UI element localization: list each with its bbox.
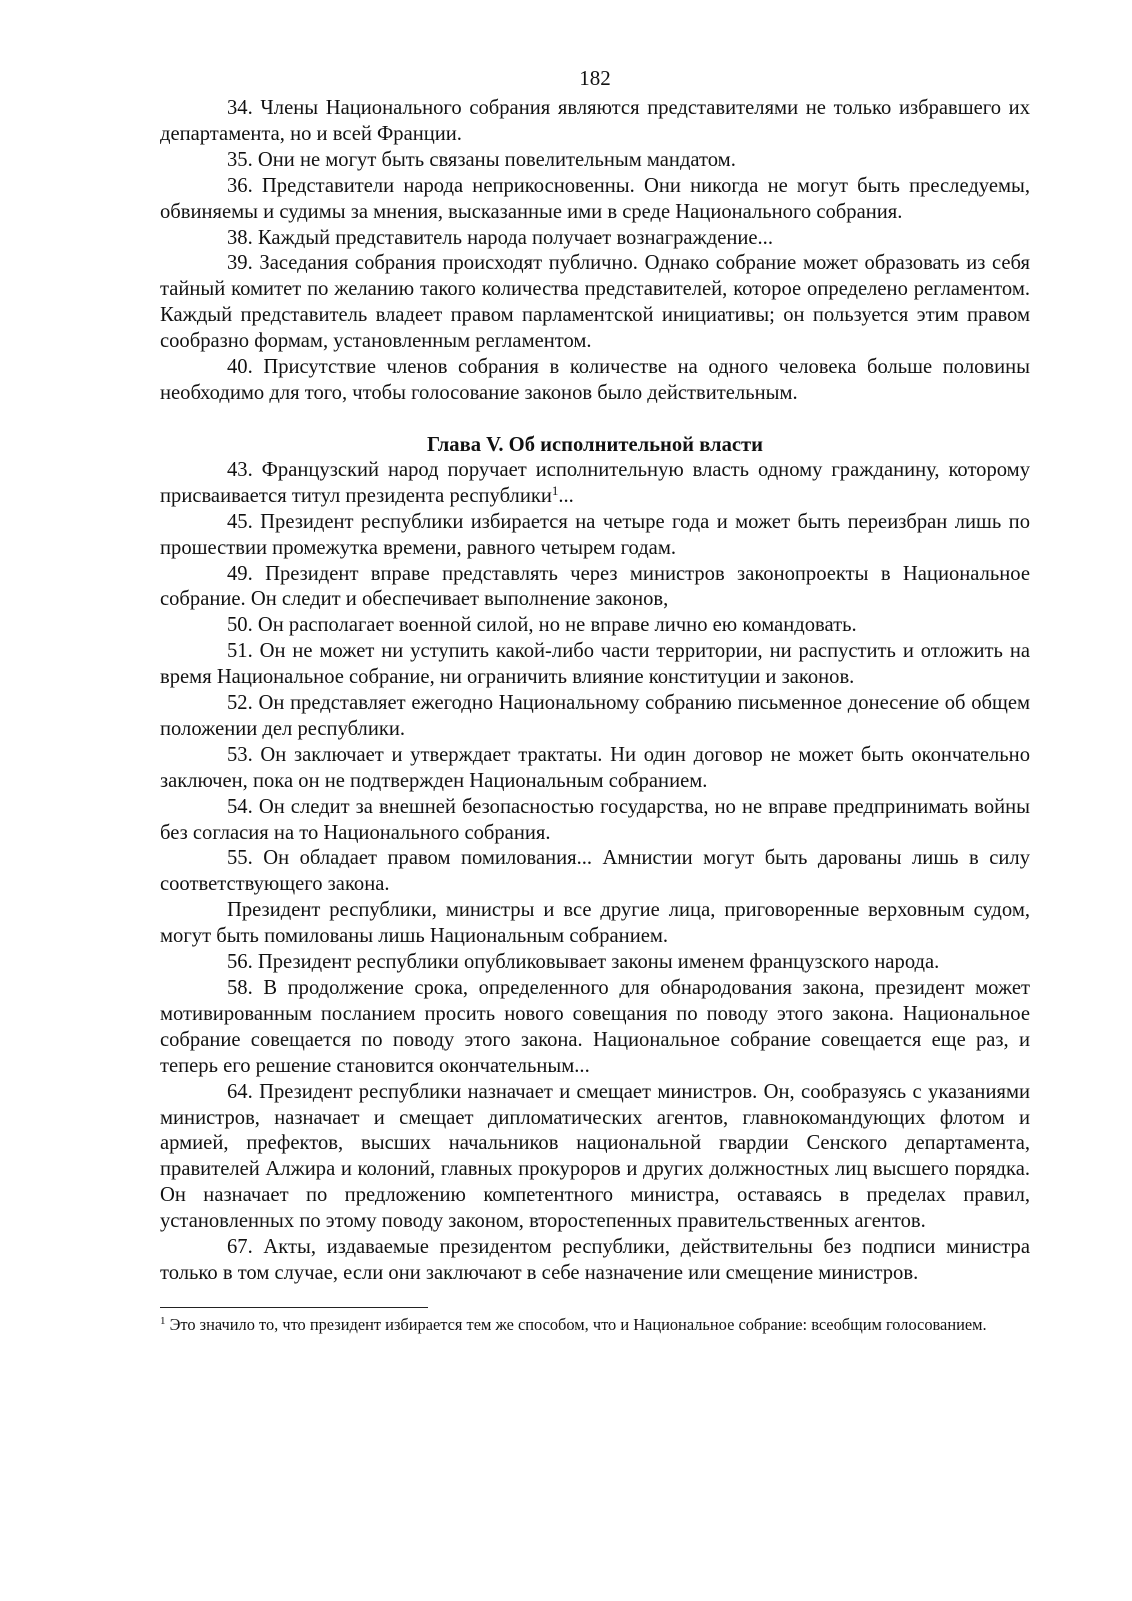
- article-50: 50. Он располагает военной силой, но не вправе лично ею командовать.: [227, 614, 857, 637]
- article-36: 36. Представители народа неприкосновенны. Они никогда не могут быть преследуемы, обвиняемы и судимы за мнения, высказанные ими в среде Национального собрания.: [160, 174, 1030, 223]
- article-55: 55. Он обладает правом помилования... Амнистии могут быть дарованы лишь в силу соответствующего закона.: [160, 847, 1030, 896]
- article-53: 53. Он заключает и утверждает трактаты. Ни один договор не может быть окончательно заключен, пока он не подтвержден Национальным собранием.: [160, 743, 1030, 792]
- page-number: 182: [579, 66, 611, 90]
- article-39: 39. Заседания собрания происходят публично. Однако собрание может образовать из себя тайный комитет по желанию такого количества представителей, которое определено регламентом. Каждый представитель владеет правом парламентской инициативы; он пользуется этим правом сообразно формам, установленным регламентом.: [160, 252, 1030, 353]
- article-54: 54. Он следит за внешней безопасностью государства, но не вправе предпринимать войны без согласия на то Национального собрания.: [160, 795, 1030, 844]
- article-67: 67. Акты, издаваемые президентом республики, действительны без подписи министра только в том случае, если они заключают в себе назначение или смещение министров.: [160, 1236, 1030, 1284]
- article-52: 52. Он представляет ежегодно Национальному собранию письменное донесение об общем положении дел республики.: [160, 692, 1030, 740]
- article-45: 45. Президент республики избирается на четыре года и может быть переизбран лишь по прошествии промежутка времени, равного четырем годам.: [160, 510, 1030, 559]
- article-56: 56. Президент республики опубликовывает законы именем французского народа.: [227, 951, 940, 974]
- article-40: 40. Присутствие членов собрания в количестве на одного человека больше половины необходимо для того, чтобы голосование законов было действительным.: [160, 356, 1030, 404]
- document-page: [160, 62, 1030, 1335]
- footnote-divider: [160, 1307, 428, 1308]
- article-43-text: 43. Французский народ поручает исполнительную власть одному гражданину, которому присваивается титул президента республики: [160, 458, 1030, 507]
- articles-chapter-v: [160, 458, 1030, 1287]
- article-64: 64. Президент республики назначает и смещает министров. Он, сообразуясь с указаниями министров, назначает и смещает дипломатических агентов, главнокомандующих флотом и армией, префектов, высших начальников национальной гвардии Сенского департамента, правителей Алжира и колоний, главных прокуроров и других должностных лиц высшего порядка. Он назначает по предложению компетентного министра, оставаясь в пределах правил, установленных по этому поводу законом, второстепенных правительственных агентов.: [160, 1080, 1030, 1233]
- article-34: 34. Члены Национального собрания являются представителями не только избравшего их департамента, но и всей Франции.: [160, 97, 1030, 145]
- article-35: 35. Они не могут быть связаны повелительным мандатом.: [227, 148, 736, 171]
- article-58: 58. В продолжение срока, определенного для обнародования закона, президент может мотивированным посланием просить нового совещания по поводу этого закона. Национальное собрание совещается по поводу этого закона. Национальное собрание совещается еще раз, и теперь его решение становится окончательным...: [160, 977, 1030, 1077]
- article-43-ellipsis: ...: [558, 484, 574, 507]
- article-51: 51. Он не может ни уступить какой-либо части территории, ни распустить и отложить на время Национальное собрание, ни ограничить влияние конституции и законов.: [160, 640, 1030, 689]
- article-49: 49. Президент вправе представлять через министров законопроекты в Национальное собрание. Он следит и обеспечивает выполнение законов,: [160, 562, 1030, 611]
- article-55-continuation: Президент республики, министры и все другие лица, приговоренные верховным судом, могут быть помилованы лишь Национальным собранием.: [160, 899, 1030, 948]
- footnote-marker: 1: [160, 1314, 166, 1327]
- footnote: [160, 1314, 1030, 1335]
- articles-before-chapter: [160, 96, 1030, 407]
- article-43: [160, 458, 1030, 510]
- footnote-text: Это значило то, что президент избирается тем же способом, что и Национальное собрание: всеобщим голосованием.: [169, 1314, 987, 1334]
- footnote-reference[interactable]: 1: [551, 482, 559, 498]
- chapter-heading: Глава V. Об исполнительной власти: [426, 433, 764, 456]
- article-38: 38. Каждый представитель народа получает вознаграждение...: [227, 226, 773, 249]
